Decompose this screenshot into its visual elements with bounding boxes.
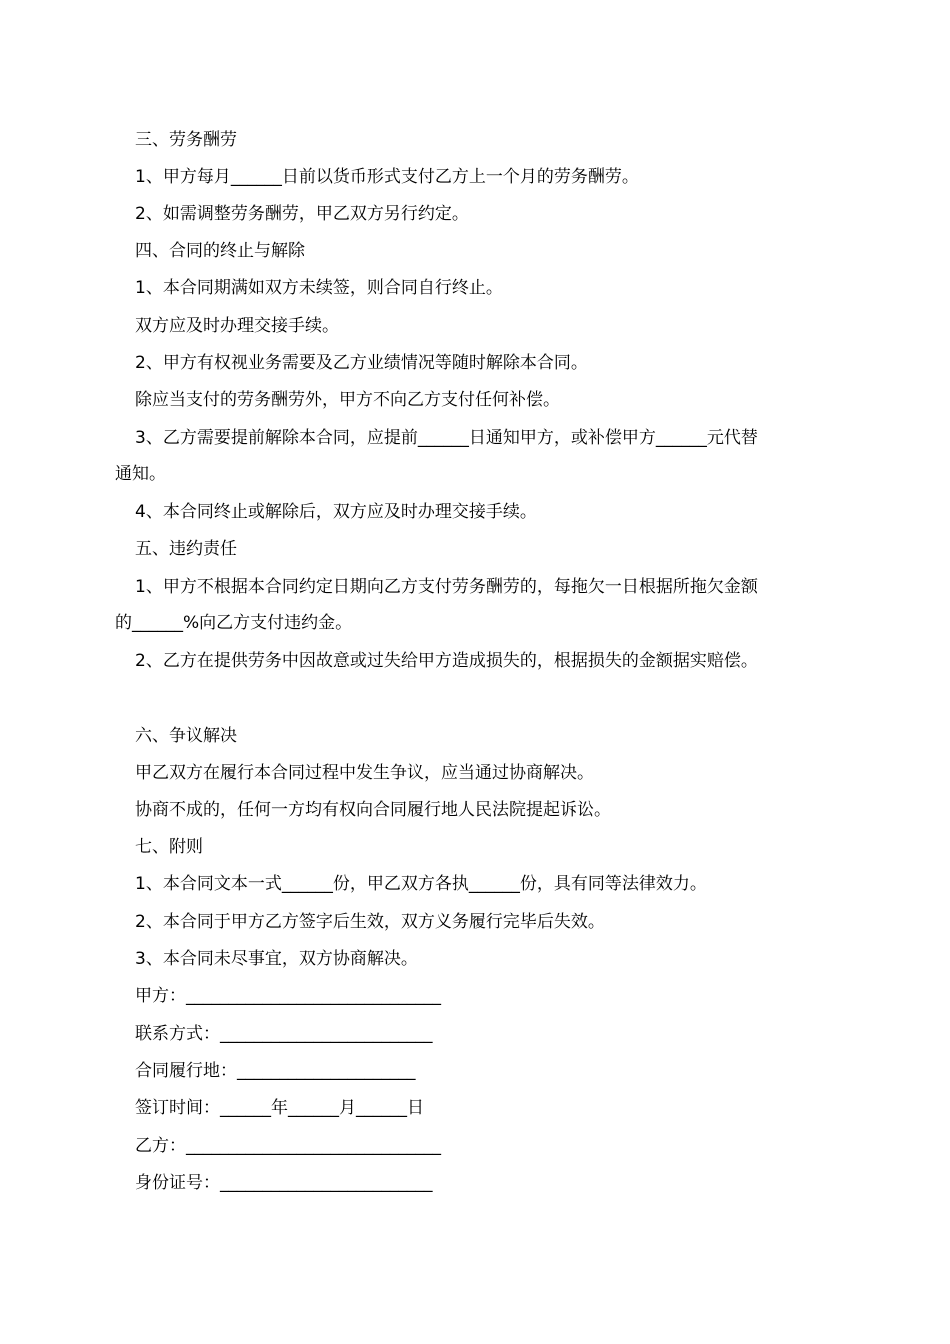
clause-text: 3、乙方需要提前解除本合同，应提前______日通知甲方，或补偿甲方______元代替	[135, 428, 758, 448]
signature-field-party-b: 乙方：______________________________	[135, 1136, 441, 1156]
clause-text-continued: 的______%向乙方支付违约金。	[115, 613, 353, 633]
clause-text: 1、甲方不根据本合同约定日期向乙方支付劳务酬劳的，每拖欠一日根据所拖欠金额	[135, 577, 758, 597]
clause-text: 1、本合同期满如双方未续签，则合同自行终止。	[135, 278, 503, 298]
clause-text: 2、乙方在提供劳务中因故意或过失给甲方造成损失的，根据损失的金额据实赔偿。	[135, 651, 758, 671]
clause-text: 3、本合同未尽事宜，双方协商解决。	[135, 949, 418, 969]
signature-field-contact: 联系方式：_________________________	[135, 1024, 433, 1044]
signature-field-party-a: 甲方：______________________________	[135, 986, 441, 1006]
signature-field-id-number: 身份证号：_________________________	[135, 1173, 433, 1193]
clause-text: 4、本合同终止或解除后，双方应及时办理交接手续。	[135, 502, 537, 522]
clause-text: 协商不成的，任何一方均有权向合同履行地人民法院提起诉讼。	[135, 800, 611, 820]
clause-text: 2、如需调整劳务酬劳，甲乙双方另行约定。	[135, 204, 469, 224]
clause-text: 2、本合同于甲方乙方签字后生效，双方义务履行完毕后失效。	[135, 912, 605, 932]
clause-text: 2、甲方有权视业务需要及乙方业绩情况等随时解除本合同。	[135, 353, 588, 373]
clause-text: 双方应及时办理交接手续。	[135, 316, 339, 336]
clause-text: 1、甲方每月______日前以货币形式支付乙方上一个月的劳务酬劳。	[135, 167, 639, 187]
section-heading: 三、劳务酬劳	[135, 130, 237, 150]
section-heading: 五、违约责任	[135, 539, 237, 559]
signature-field-location: 合同履行地：_____________________	[135, 1061, 416, 1081]
clause-text-continued: 通知。	[115, 464, 166, 484]
clause-text: 1、本合同文本一式______份，甲乙双方各执______份，具有同等法律效力。	[135, 874, 707, 894]
section-heading: 六、争议解决	[135, 726, 237, 746]
section-heading: 七、附则	[135, 837, 203, 857]
clause-text: 甲乙双方在履行本合同过程中发生争议，应当通过协商解决。	[135, 763, 594, 783]
section-heading: 四、合同的终止与解除	[135, 241, 305, 261]
signature-field-date: 签订时间：______年______月______日	[135, 1098, 424, 1118]
clause-text: 除应当支付的劳务酬劳外，甲方不向乙方支付任何补偿。	[135, 390, 560, 410]
